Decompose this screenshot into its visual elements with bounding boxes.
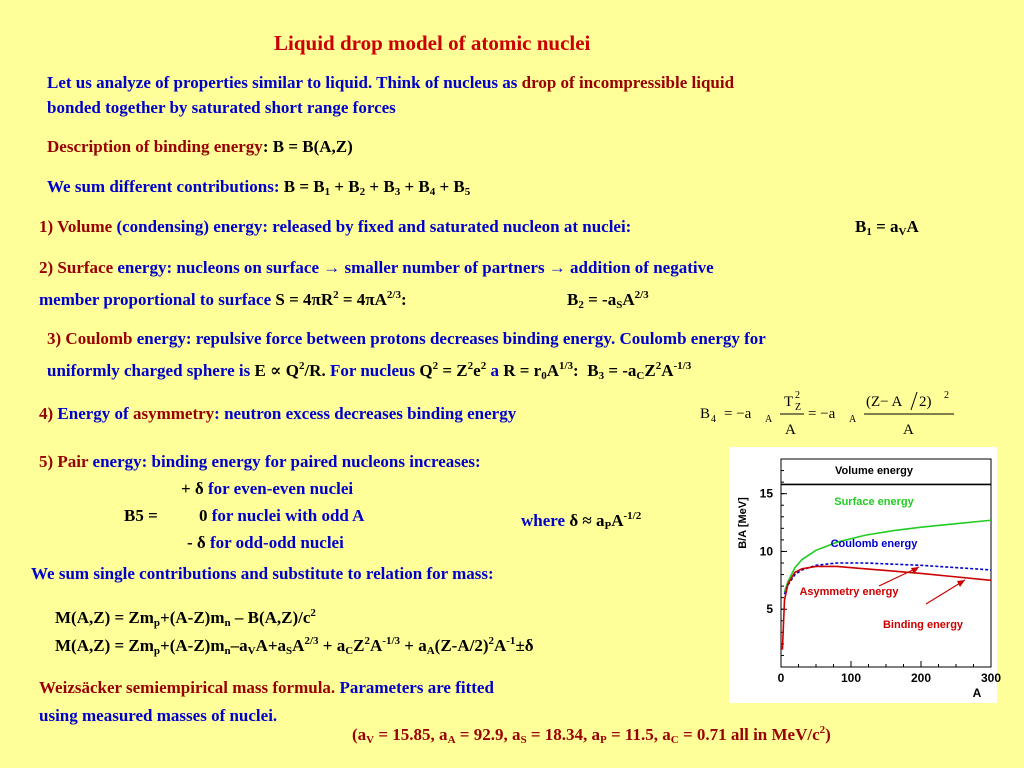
x-tick-label: 0 xyxy=(777,671,785,685)
intro-highlight: drop of incompressible liquid xyxy=(521,73,735,92)
y-tick-label: 15 xyxy=(759,486,773,501)
coulomb-name: Coulomb xyxy=(65,329,133,348)
plot-frame xyxy=(781,459,991,667)
annotation-volume-energy: Volume energy xyxy=(834,465,914,477)
volume-text: (condensing) energy: released by fixed and saturated nucleon at nuclei: xyxy=(112,217,632,236)
mass-formula-2: $M(A,Z) = Zm_p+(A-Z)m_n-a_VA+a_SA^{2/3} + a_CZ^2A^{-1/3} + a_A(Z-A/2)^2A^{-1}\pm\delta$ xyxy=(55,635,534,657)
pair-line: 5) Pair energy: binding energy for paired nucleons increases: xyxy=(39,452,481,471)
svg-text:(Z− A: (Z− A xyxy=(866,394,903,410)
pair-where: where $\delta \approx a_PA^{-1/2}$ xyxy=(521,510,642,532)
svg-text:B: B xyxy=(700,406,711,422)
svg-text:2): 2) xyxy=(919,394,932,410)
y-axis-label: B/A [MeV] xyxy=(737,497,749,549)
pair-zero-line: 0 for nuclei with odd A xyxy=(199,506,365,525)
surface-formula: $B_2 = -a_SA^{2/3}$ xyxy=(567,289,649,311)
surface-line-2: member proportional to surface $S = 4\pi R^2 = 4\pi A^{2/3}$: xyxy=(39,289,407,309)
x-tick-label: 200 xyxy=(910,671,932,685)
pair-text: energy: binding energy for paired nucleons increases: xyxy=(88,452,481,471)
sum-formula: $B = B_1 + B_2 + B_3 + B_4 + B_5$ xyxy=(283,177,471,198)
asymmetry-name: asymmetry xyxy=(132,404,215,423)
intro-line-1 xyxy=(47,72,734,94)
volume-formula: $B_1 = a_VA$ xyxy=(855,217,919,238)
svg-text:A: A xyxy=(785,422,796,438)
volume-line: 1) Volume (condensing) energy: released by fixed and saturated nucleon at nuclei: xyxy=(39,217,632,236)
pair-b5-label: B5 = xyxy=(124,506,158,525)
series-binding-energy xyxy=(782,566,991,649)
sum-text: We sum different contributions: xyxy=(47,177,284,196)
mass-formula-1: $M(A,Z) = Zm_p+(A-Z)m_n - B(A,Z)/c^2$ xyxy=(55,607,316,629)
weizsacker-line-1: Weizsäcker semiempirical mass formula. Parameters are fitted xyxy=(39,678,494,697)
description-line xyxy=(47,136,353,158)
coulomb-line-2: uniformly charged sphere is $E \propto Q^2/R$. For nucleus $Q^2 = Z^2e^2$ a $R = r_0A^{1/3}$: $B_3 = -a_CZ^2A^{-1/3}$ xyxy=(47,360,692,382)
annotation-surface-energy: Surface energy xyxy=(834,496,914,508)
x-tick-label: 100 xyxy=(840,671,862,685)
asymmetry-text: : neutron excess decreases binding energy xyxy=(214,404,517,423)
surface-line-1: 2) Surface energy: nucleons on surface → smaller number of partners → addition of negative xyxy=(39,258,714,277)
svg-text:A: A xyxy=(849,414,857,425)
intro-line-2: bonded together by saturated short range forces xyxy=(47,98,396,117)
asymmetry-formula xyxy=(698,388,960,440)
svg-text:2: 2 xyxy=(795,390,800,401)
description-label: Description of binding energy xyxy=(47,137,263,156)
surface-area-formula: $S = 4\pi R^2 = 4\pi A^{2/3}$: xyxy=(275,289,407,309)
x-axis-label: A xyxy=(972,686,982,700)
svg-text:T: T xyxy=(784,394,794,410)
weizsacker-line-2: using measured masses of nuclei. xyxy=(39,706,278,725)
surface-text: energy: nucleons on surface → smaller number of partners → addition of negative xyxy=(113,258,714,277)
svg-text:A: A xyxy=(765,414,773,425)
asymmetry-line: 4) Energy of asymmetry: neutron excess decreases binding energy xyxy=(39,404,517,423)
pair-plus-line: + δ for even-even nuclei xyxy=(181,479,354,498)
svg-text:= −a: = −a xyxy=(808,406,836,422)
description-formula: : B = B(A,Z) xyxy=(262,137,353,156)
coulomb-line-1: 3) Coulomb energy: repulsive force between protons decreases binding energy. Coulomb energy for xyxy=(47,329,766,348)
volume-name: Volume xyxy=(57,217,113,236)
annotation-binding-energy: Binding energy xyxy=(882,619,964,631)
parameters-line: ($a_V = 15.85$, $a_A = 92.9$, $a_S = 18.34$, $a_P = 11.5$, $a_C = 0.71$ all in MeV/$c^2$) xyxy=(352,724,831,746)
pair-minus-line: - δ for odd-odd nuclei xyxy=(187,533,344,552)
svg-text:4: 4 xyxy=(711,414,716,425)
sum-line xyxy=(47,176,470,203)
annotation-asymmetry-energy: Asymmetry energy xyxy=(799,586,899,598)
svg-text:A: A xyxy=(903,422,914,438)
chart-annotations xyxy=(799,465,965,631)
surface-name: Surface xyxy=(57,258,114,277)
svg-text:2: 2 xyxy=(944,390,949,401)
annotation-coulomb-energy: Coulomb energy xyxy=(830,538,918,550)
svg-text:Z: Z xyxy=(795,402,802,413)
mass-intro: We sum single contributions and substitute to relation for mass: xyxy=(31,564,494,583)
intro-text: Let us analyze of properties similar to liquid. Think of nucleus as xyxy=(47,73,522,92)
weizsacker-name: Weizsäcker semiempirical mass formula. xyxy=(39,678,336,697)
coulomb-formula: $B_3 = -a_CZ^2A^{-1/3}$ xyxy=(587,360,692,382)
svg-text:= −a: = −a xyxy=(724,406,752,422)
pair-name: Pair xyxy=(57,452,89,471)
y-tick-label: 10 xyxy=(759,544,773,559)
coulomb-text: energy: repulsive force between protons decreases binding energy. Coulomb energy for xyxy=(132,329,766,348)
y-tick-label: 5 xyxy=(766,602,773,617)
page-title: Liquid drop model of atomic nuclei xyxy=(274,31,591,55)
x-tick-label: 300 xyxy=(980,671,1002,685)
binding-energy-chart xyxy=(729,447,1002,703)
